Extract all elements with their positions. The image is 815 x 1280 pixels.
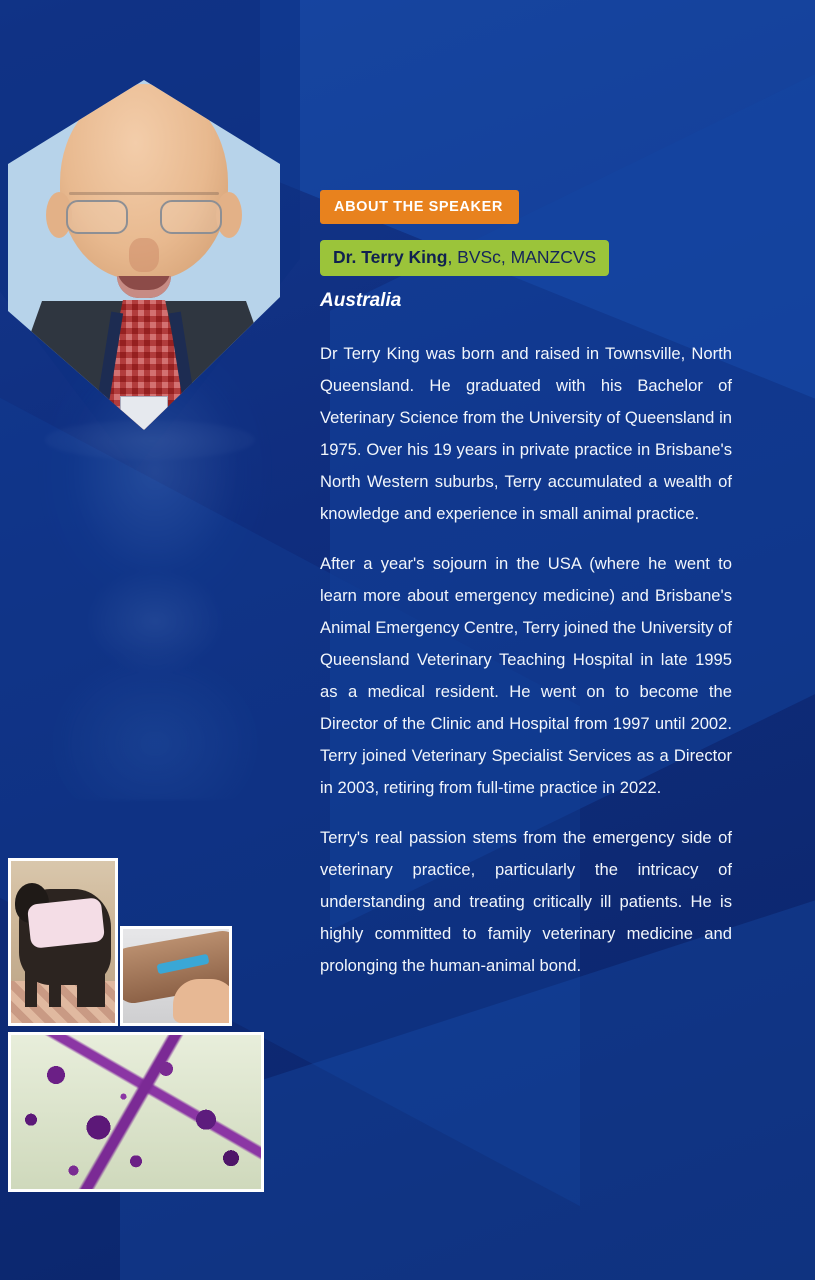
thumbnail-cytology-slide: [8, 1032, 264, 1192]
thumbnail-iv-catheter: [120, 926, 232, 1026]
speaker-bio: [320, 338, 732, 982]
speaker-name: Dr. Terry King: [333, 247, 448, 267]
bio-paragraph: After a year's sojourn in the USA (where he went to learn more about emergency medicine) and Brisbane's Animal Emergency Centre, Terry joined the University of Queensland Veterinary Teaching Hospital in late 1995 as a medical resident. He went on to become the Director of the Clinic and Hospital from 1997 until 2002. Terry joined Veterinary Specialist Services as a Director in 2003, retiring from full-time practice in 2022.: [320, 554, 732, 797]
bio-paragraph: Dr Terry King was born and raised in Townsville, North Queensland. He graduated with his Bachelor of Veterinary Science from the University of Queensland in 1975. Over his 19 years in private practice in Brisbane's North Western suburbs, Terry accumulated a wealth of knowledge and experience in small animal practice.: [320, 344, 732, 523]
thumbnail-dog-patient: [8, 858, 118, 1026]
speaker-credentials: , BVSc, MANZCVS: [447, 247, 597, 267]
bio-paragraph: Terry's real passion stems from the emergency side of veterinary practice, particularly the intricacy of understanding and treating critically ill patients. He is highly committed to family veterinary medicine and prolonging the human-animal bond.: [320, 828, 732, 975]
thumbnail-hand: [173, 979, 232, 1023]
speaker-name-bar: [320, 240, 609, 276]
speaker-country: Australia: [320, 290, 402, 311]
thumbnail-dog-legs: [25, 969, 105, 1007]
about-the-speaker-tag: ABOUT THE SPEAKER: [320, 190, 519, 224]
glasses-icon: [64, 200, 224, 234]
portrait-mouth: [117, 276, 171, 298]
thumbnail-cytology-field: [11, 1035, 261, 1189]
portrait-brow: [69, 192, 219, 195]
portrait-nose: [129, 238, 159, 272]
speaker-content: [320, 190, 732, 982]
thumbnail-dog-bandage: [27, 897, 105, 948]
